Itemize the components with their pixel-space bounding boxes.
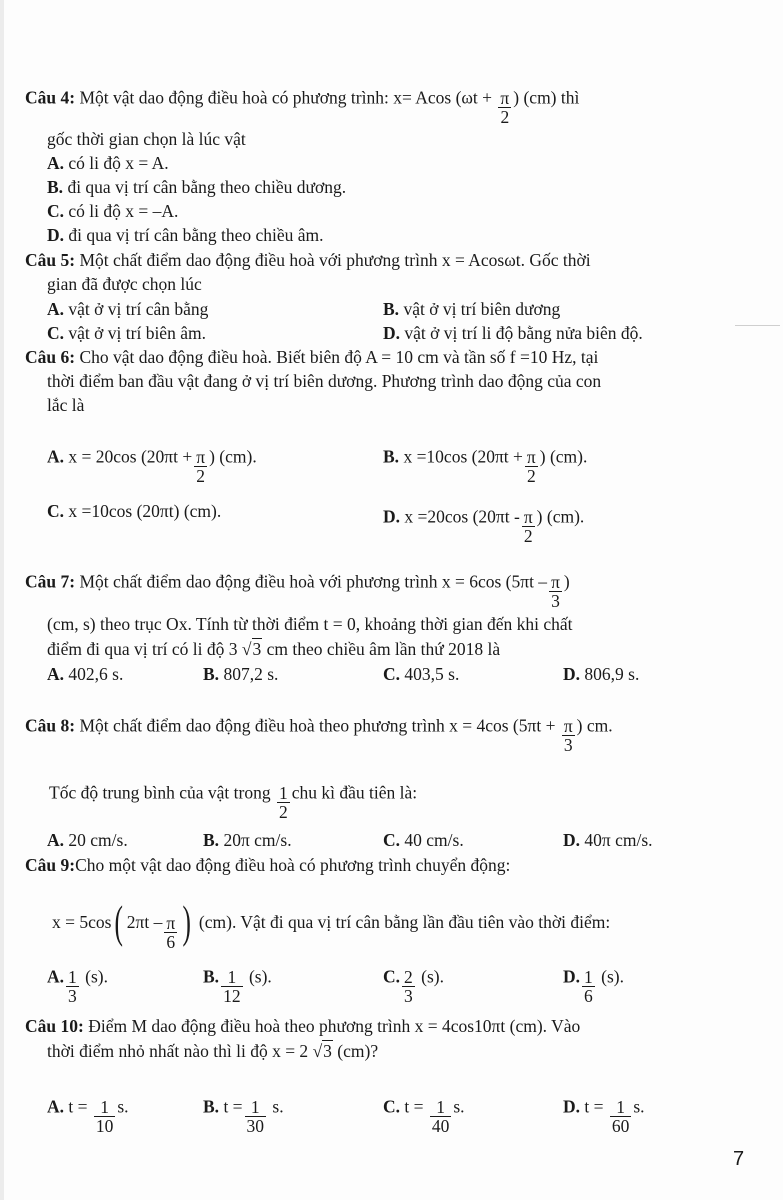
q5-label: Câu 5:: [25, 250, 76, 270]
q10-options-3-num: 1: [610, 1098, 632, 1117]
q9-option-b: [203, 960, 272, 1006]
q5-options-1-text: vật ở vị trí biên dương: [399, 299, 561, 319]
q8-text2b: chu kì đầu tiên là:: [291, 782, 418, 803]
q7-text3a: điểm đi qua vị trí có li độ 3: [47, 639, 238, 659]
q5-options-3-key: D.: [383, 323, 401, 343]
q8-text2a: Tốc độ trung bình của vật trong: [49, 782, 275, 803]
q5-option-b: [383, 298, 560, 320]
q10-option-c: [383, 1090, 465, 1136]
q10-stem-line2: [47, 1040, 378, 1062]
fraction: [245, 1098, 267, 1135]
fraction: [221, 968, 243, 1005]
q6-option-b: [383, 440, 588, 486]
q9-text1: Cho một vật dao động điều hoà có phương trình chuyển động:: [75, 855, 511, 875]
q7-stem-line3: [47, 638, 500, 660]
q9-option-a: [47, 960, 108, 1006]
q4-options-0-text: có li độ x = A.: [64, 153, 169, 173]
q8-options-2-text: 40 cm/s.: [400, 830, 464, 850]
q10-options-3-key: D.: [563, 1096, 581, 1117]
q4-options-3-text: đi qua vị trí cân bằng theo chiều âm.: [64, 225, 324, 245]
q8-option-c: [383, 829, 464, 851]
q6-options-3-den: 2: [523, 526, 533, 546]
q10-option-b: [203, 1090, 284, 1136]
q10-options-2-key: C.: [383, 1096, 401, 1117]
fraction: [402, 968, 415, 1005]
q10-options-0-key: A.: [47, 1096, 65, 1117]
q4-options-2-key: C.: [47, 201, 65, 221]
q10-text2a: thời điểm nhỏ nhất nào thì li độ x = 2: [47, 1041, 309, 1061]
q8-frac_den: 3: [563, 735, 573, 755]
q7-sqrt_sym: √: [241, 639, 252, 659]
q6-label: Câu 6:: [25, 347, 76, 367]
q4-fraction: [498, 89, 511, 126]
q8-label: Câu 8:: [25, 715, 76, 736]
q7-stem-line2: (cm, s) theo trục Ox. Tính từ thời điểm t = 0, khoảng thời gian đến khi chất: [47, 614, 573, 634]
q7-option-c: [383, 663, 459, 685]
q9-option-c: [383, 960, 444, 1006]
q6-stem-line1: [25, 346, 598, 368]
fraction: [525, 448, 538, 485]
q6-options-1-num: π: [526, 447, 536, 467]
q6-options-1-post: ) (cm).: [539, 446, 588, 467]
q9-eq_pre: x = 5cos: [52, 912, 112, 933]
q10-options-1-den: 30: [246, 1116, 265, 1136]
q7-text3b: cm theo chiều âm lần thứ 2018 là: [262, 639, 501, 659]
q10-options-1-pre: t =: [219, 1096, 243, 1117]
q6-options-3-post: ) (cm).: [536, 506, 585, 527]
fraction: [194, 448, 207, 485]
q10-options-2-num: 1: [430, 1098, 452, 1117]
q8-option-b: [203, 829, 292, 851]
fraction: [164, 914, 177, 951]
q4-text2: ) (cm) thì: [513, 87, 580, 108]
q4-options-1-key: B.: [47, 177, 64, 197]
q8-options-0-text: 20 cm/s.: [64, 830, 128, 850]
q7-text1: Một chất điểm dao động điều hoà với phương trình x = 6cos (5πt –: [75, 571, 548, 592]
q9-text2: (cm). Vật đi qua vị trí cân bằng lần đầu tiên vào thời điểm:: [194, 912, 611, 933]
page-number: 7: [733, 1148, 745, 1170]
q5-options-1-key: B.: [383, 299, 400, 319]
q6-options-0-pre: x = 20cos (20πt +: [64, 446, 193, 467]
q7-text1b: ): [563, 571, 570, 592]
q6-stem-line2: thời điểm ban đầu vật đang ở vị trí biên dương. Phương trình dao động của con: [47, 371, 602, 391]
q8-stem-line2: [49, 776, 418, 822]
q9-options-1-den: 12: [223, 986, 241, 1006]
q9-stem-line2: [52, 896, 611, 952]
q9-options-3-post: (s).: [596, 966, 624, 987]
q10-options-3-den: 60: [611, 1116, 630, 1136]
q7-options-3-text: 806,9 s.: [580, 664, 640, 684]
fraction: [549, 573, 562, 610]
q10-options-2-post: s.: [453, 1096, 465, 1117]
q9-paren_close: ): [182, 896, 192, 947]
q8-text1: Một chất điểm dao động điều hoà theo phương trình x = 4cos (5πt +: [75, 715, 560, 736]
q8-options-1-text: 20π cm/s.: [219, 830, 292, 850]
q6-option-d: [383, 500, 585, 546]
q9-options-0-key: A.: [47, 966, 65, 987]
q9-option-d: [563, 960, 624, 1006]
q8-frac2_den: 2: [279, 802, 288, 822]
fraction: [582, 968, 595, 1005]
square-root-symbol: [242, 638, 262, 660]
q6-option-c: [47, 500, 221, 522]
q10-options-3-pre: t =: [580, 1096, 608, 1117]
q7-options-3-key: D.: [563, 664, 581, 684]
q6-options-1-den: 2: [526, 466, 536, 486]
q5-options-0-key: A.: [47, 299, 65, 319]
q9-frac_num: π: [166, 912, 176, 933]
q9-options-3-num: 1: [584, 967, 593, 987]
q5-stem-line1: [25, 249, 591, 271]
q10-options-0-pre: t =: [64, 1096, 92, 1117]
q7-stem-line1: [25, 565, 570, 611]
q10-options-3-post: s.: [633, 1096, 645, 1117]
q4-option-b: [47, 176, 346, 198]
q7-option-a: [47, 663, 123, 685]
q9-options-3-den: 6: [584, 986, 593, 1006]
q6-options-0-den: 2: [196, 466, 206, 486]
q10-options-0-num: 1: [94, 1098, 116, 1117]
q9-label: Câu 9:: [25, 855, 76, 875]
scan-edge-shadow: [0, 0, 4, 1200]
q9-options-1-num: 1: [221, 968, 243, 987]
q7-label: Câu 7:: [25, 571, 76, 592]
q10-sqrt_sym: √: [312, 1041, 323, 1061]
q9-options-2-den: 3: [404, 986, 413, 1006]
q8-text1b: ) cm.: [576, 715, 613, 736]
q8-options-3-text: 40π cm/s.: [580, 830, 653, 850]
scan-artifact-line: [735, 325, 780, 326]
q8-stem-line1: [25, 709, 613, 755]
q10-text1: Điểm M dao động điều hoà theo phương trình x = 4cos10πt (cm). Vào: [83, 1016, 581, 1036]
fraction: [94, 1098, 116, 1135]
q4-text1: Một vật dao động điều hoà có phương trình: x= Acos (ωt +: [75, 87, 497, 108]
q7-option-d: [563, 663, 639, 685]
q10-text2b: (cm)?: [332, 1041, 379, 1061]
q10-options-1-post: s.: [268, 1096, 284, 1117]
q10-options-2-den: 40: [431, 1116, 450, 1136]
q9-options-1-post: (s).: [244, 966, 272, 987]
q9-options-0-den: 3: [68, 986, 77, 1006]
q5-option-a: [47, 298, 208, 320]
q9-frac_den: 6: [166, 931, 176, 952]
fraction: [610, 1098, 632, 1135]
q9-options-2-key: C.: [383, 966, 401, 987]
fraction: [277, 784, 290, 821]
q6-options-1-key: B.: [383, 446, 400, 467]
square-root-symbol: [313, 1040, 333, 1062]
q6-options-0-key: A.: [47, 446, 65, 467]
q6-option-a: [47, 440, 257, 486]
q7-frac_den: 3: [551, 591, 560, 611]
q7-frac_num: π: [551, 572, 560, 592]
q10-options-2-pre: t =: [400, 1096, 428, 1117]
q6-options-3-key: D.: [383, 506, 401, 527]
q6-options-0-post: ) (cm).: [209, 446, 257, 467]
q9-eq_mid: 2πt –: [126, 912, 163, 933]
q10-options-0-post: s.: [117, 1096, 129, 1117]
q4-label: Câu 4:: [25, 87, 76, 108]
q7-options-1-key: B.: [203, 664, 220, 684]
q8-frac_num: π: [563, 716, 573, 736]
q4-frac_den: 2: [500, 107, 510, 127]
q8-frac2_num: 1: [279, 783, 288, 803]
q10-options-1-num: 1: [245, 1098, 267, 1117]
q9-options-3-key: D.: [563, 966, 581, 987]
q5-options-2-key: C.: [47, 323, 65, 343]
q9-paren_open: (: [114, 896, 124, 947]
q6-options-2-key: C.: [47, 501, 65, 521]
q8-options-3-key: D.: [563, 830, 581, 850]
q8-option-d: [563, 829, 653, 851]
q8-option-a: [47, 829, 128, 851]
q5-options-0-text: vật ở vị trí cân bằng: [64, 299, 209, 319]
q4-option-a: [47, 152, 169, 174]
q6-options-0-num: π: [196, 447, 206, 467]
q9-options-2-num: 2: [404, 967, 413, 987]
q4-options-1-text: đi qua vị trí cân bằng theo chiều dương.: [63, 177, 347, 197]
q4-options-3-key: D.: [47, 225, 65, 245]
fraction: [522, 508, 535, 545]
q5-option-c: [47, 322, 206, 344]
fraction: [66, 968, 79, 1005]
fraction: [562, 717, 575, 754]
q10-option-a: [47, 1090, 129, 1136]
q5-text1: Một chất điểm dao động điều hoà với phương trình x = Acosωt. Gốc thời: [75, 250, 591, 270]
q4-frac_num: π: [500, 88, 510, 108]
q7-options-2-key: C.: [383, 664, 401, 684]
q10-sqrt_val: 3: [323, 1041, 332, 1061]
q6-stem-line3: lắc là: [47, 395, 85, 415]
q10-options-1-key: B.: [203, 1096, 220, 1117]
q7-options-0-text: 402,6 s.: [64, 664, 124, 684]
q7-options-2-text: 403,5 s.: [400, 664, 460, 684]
q7-option-b: [203, 663, 278, 685]
q10-stem-line1: [25, 1015, 580, 1037]
q8-options-1-key: B.: [203, 830, 220, 850]
q5-stem-line2: gian đã được chọn lúc: [47, 274, 202, 294]
q4-options-2-text: có li độ x = –A.: [64, 201, 179, 221]
q6-options-2-pre: x =10cos (20πt) (cm).: [64, 501, 222, 521]
q9-options-2-post: (s).: [416, 966, 444, 987]
q4-option-d: [47, 224, 324, 246]
q9-options-0-post: (s).: [80, 966, 108, 987]
fraction: [430, 1098, 452, 1135]
q8-options-0-key: A.: [47, 830, 65, 850]
q4-stem-line1: [25, 81, 580, 127]
q4-options-0-key: A.: [47, 153, 65, 173]
q10-label: Câu 10:: [25, 1016, 84, 1036]
q9-stem-line1: [25, 854, 510, 876]
q5-options-3-text: vật ở vị trí li độ bằng nửa biên độ.: [400, 323, 643, 343]
q7-options-1-text: 807,2 s.: [219, 664, 279, 684]
q6-options-3-pre: x =20cos (20πt -: [400, 506, 520, 527]
q10-options-0-den: 10: [95, 1116, 114, 1136]
q4-stem-line2: gốc thời gian chọn là lúc vật: [47, 129, 246, 149]
q8-options-2-key: C.: [383, 830, 401, 850]
q4-option-c: [47, 200, 178, 222]
q9-options-1-key: B.: [203, 966, 220, 987]
q7-sqrt_val: 3: [252, 639, 262, 659]
q7-options-0-key: A.: [47, 664, 65, 684]
q9-options-0-num: 1: [68, 967, 77, 987]
q10-option-d: [563, 1090, 645, 1136]
q6-options-3-num: π: [523, 507, 533, 527]
q5-options-2-text: vật ở vị trí biên âm.: [64, 323, 206, 343]
q6-options-1-pre: x =10cos (20πt +: [399, 446, 523, 467]
q5-option-d: [383, 322, 643, 344]
q6-text1: Cho vật dao động điều hoà. Biết biên độ A = 10 cm và tần số f =10 Hz, tại: [75, 347, 599, 367]
